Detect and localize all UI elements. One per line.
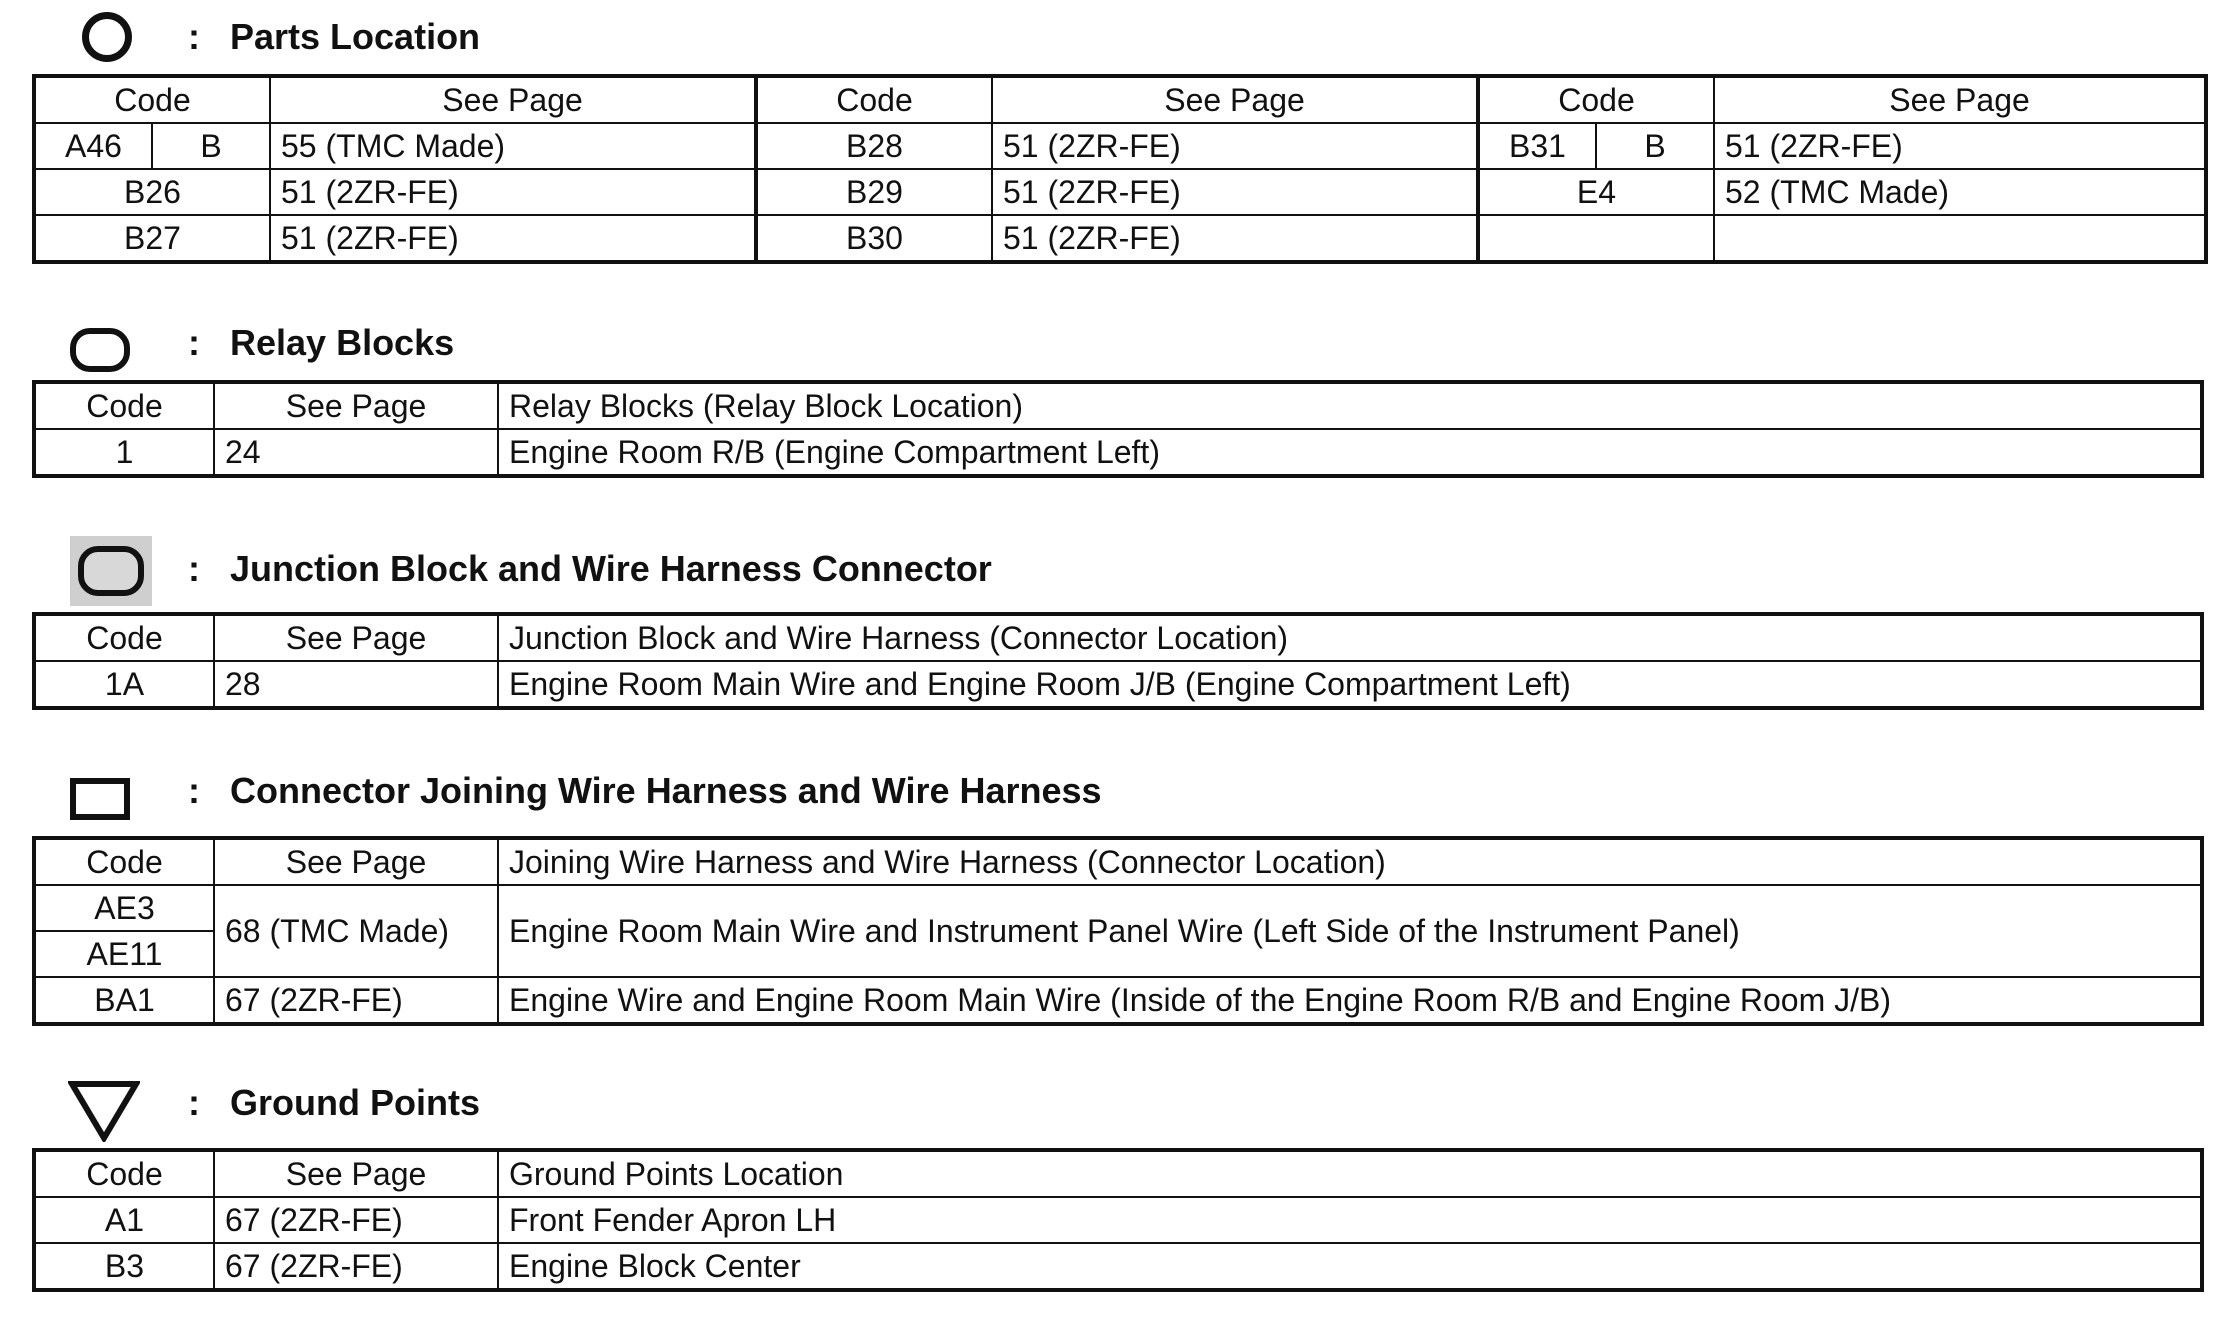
code-cell: 1A [34, 661, 214, 708]
code-header: Code [34, 614, 214, 661]
code-cell: B30 [756, 215, 992, 262]
page-cell: 67 (2ZR-FE) [214, 1197, 498, 1243]
code-cell: 1 [34, 429, 214, 476]
code-cell: B3 [34, 1243, 214, 1290]
code-cell: E4 [1478, 169, 1714, 215]
code-header: Code [34, 76, 270, 123]
description-cell: Front Fender Apron LH [498, 1197, 2202, 1243]
description-cell: Engine Room Main Wire and Engine Room J/B (Engine Compartment Left) [498, 661, 2202, 708]
heading-colon: : [188, 548, 200, 589]
description-header: Joining Wire Harness and Wire Harness (Connector Location) [498, 838, 2202, 885]
see-page-header: See Page [214, 1150, 498, 1197]
parts-location-section [32, 10, 2204, 264]
description-cell: Engine Wire and Engine Room Main Wire (Inside of the Engine Room R/B and Engine Room J/B) [498, 977, 2202, 1024]
connector-joining-table [32, 836, 2204, 1026]
relay-blocks-heading [32, 316, 2204, 380]
shaded-rounded-rect-icon [78, 546, 144, 596]
page-cell: 24 [214, 429, 498, 476]
section-title: Junction Block and Wire Harness Connector [230, 548, 992, 589]
page-cell: 68 (TMC Made) [214, 885, 498, 977]
table-header-row [34, 1150, 2202, 1197]
table-row [34, 977, 2202, 1024]
page-cell: 51 (2ZR-FE) [1714, 123, 2206, 169]
page-cell: 51 (2ZR-FE) [270, 169, 756, 215]
triangle-icon [68, 1080, 140, 1142]
relay-blocks-table [32, 380, 2204, 478]
relay-blocks-section [32, 316, 2204, 478]
connector-joining-section [32, 764, 2204, 1026]
code-cell: AE11 [34, 931, 214, 977]
see-page-header: See Page [1714, 76, 2206, 123]
parts-location-heading [32, 10, 2204, 74]
junction-block-table [32, 612, 2204, 710]
rounded-rect-icon [70, 328, 130, 372]
code-cell: B29 [756, 169, 992, 215]
code-cell [1478, 215, 1714, 262]
section-title: Ground Points [230, 1082, 480, 1123]
ground-points-heading [32, 1076, 2204, 1140]
heading-colon: : [188, 16, 200, 57]
code-cell: B28 [756, 123, 992, 169]
junction-block-heading [32, 536, 2204, 600]
heading-colon: : [188, 770, 200, 811]
heading-colon: : [188, 322, 200, 363]
page-cell: 67 (2ZR-FE) [214, 977, 498, 1024]
code-cell: A46 [34, 123, 152, 169]
table-header-row [34, 76, 2206, 123]
page-cell: 51 (2ZR-FE) [992, 123, 1478, 169]
table-header-row [34, 838, 2202, 885]
sub-code-cell: B [152, 123, 270, 169]
see-page-header: See Page [270, 76, 756, 123]
circle-icon [82, 12, 132, 62]
code-cell: B27 [34, 215, 270, 262]
table-row [34, 169, 2206, 215]
see-page-header: See Page [992, 76, 1478, 123]
table-header-row [34, 382, 2202, 429]
ground-points-section [32, 1076, 2204, 1292]
page-cell: 51 (2ZR-FE) [992, 215, 1478, 262]
table-row [34, 1197, 2202, 1243]
sub-code-cell: B [1596, 123, 1714, 169]
heading-colon: : [188, 1082, 200, 1123]
code-cell: BA1 [34, 977, 214, 1024]
description-cell: Engine Room Main Wire and Instrument Panel Wire (Left Side of the Instrument Panel) [498, 885, 2202, 977]
table-row [34, 429, 2202, 476]
code-cell: A1 [34, 1197, 214, 1243]
parts-location-table [32, 74, 2208, 264]
section-title: Relay Blocks [230, 322, 455, 363]
code-cell: B26 [34, 169, 270, 215]
page-cell: 28 [214, 661, 498, 708]
section-title: Parts Location [230, 16, 481, 57]
connector-joining-heading [32, 764, 2204, 828]
section-title: Connector Joining Wire Harness and Wire Harness [230, 770, 1102, 811]
see-page-header: See Page [214, 614, 498, 661]
see-page-header: See Page [214, 382, 498, 429]
description-header: Relay Blocks (Relay Block Location) [498, 382, 2202, 429]
junction-block-section [32, 536, 2204, 710]
code-cell: B31 [1478, 123, 1596, 169]
code-header: Code [756, 76, 992, 123]
page-cell: 51 (2ZR-FE) [992, 169, 1478, 215]
table-row [34, 661, 2202, 708]
rectangle-icon [70, 778, 130, 820]
table-row [34, 215, 2206, 262]
table-row [34, 1243, 2202, 1290]
description-header: Junction Block and Wire Harness (Connector Location) [498, 614, 2202, 661]
code-header: Code [34, 838, 214, 885]
page-cell: 52 (TMC Made) [1714, 169, 2206, 215]
table-header-row [34, 614, 2202, 661]
see-page-header: See Page [214, 838, 498, 885]
page-cell: 55 (TMC Made) [270, 123, 756, 169]
description-cell: Engine Block Center [498, 1243, 2202, 1290]
code-header: Code [1478, 76, 1714, 123]
ground-points-table [32, 1148, 2204, 1292]
page-cell: 51 (2ZR-FE) [270, 215, 756, 262]
code-cell: AE3 [34, 885, 214, 931]
table-row [34, 885, 2202, 931]
page-cell [1714, 215, 2206, 262]
table-row [34, 123, 2206, 169]
description-cell: Engine Room R/B (Engine Compartment Left) [498, 429, 2202, 476]
page-cell: 67 (2ZR-FE) [214, 1243, 498, 1290]
description-header: Ground Points Location [498, 1150, 2202, 1197]
code-header: Code [34, 1150, 214, 1197]
code-header: Code [34, 382, 214, 429]
